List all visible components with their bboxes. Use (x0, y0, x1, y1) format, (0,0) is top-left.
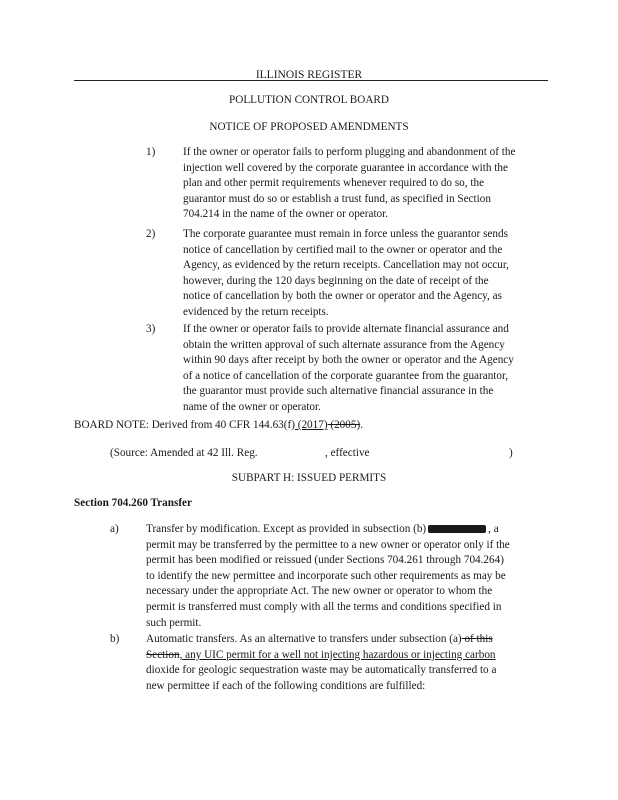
text-line (146, 632, 556, 648)
text-line: permit is transferred must comply with all the terms and conditions specified in (146, 600, 502, 613)
text-line: notice of cancellation by both the owner or operator and the Agency, as (183, 290, 502, 303)
section-heading: Section 704.260 Transfer (74, 497, 192, 509)
text-line: notice of cancellation by certified mail to the owner or operator and the (183, 243, 503, 256)
source-text: (Source: Amended at 42 Ill. Reg. (110, 447, 258, 459)
item-2-text (183, 227, 553, 321)
notice-title: NOTICE OF PROPOSED AMENDMENTS (209, 121, 409, 133)
text-line: If the owner or operator fails to provide alternate financial assurance and (183, 323, 509, 335)
subsection-a-first-end: , a (488, 523, 499, 535)
item-1-text (183, 145, 553, 223)
text-line: to identify the new permittee and incorporate such other requirements as may be (146, 569, 506, 582)
source-close: ) (509, 447, 513, 459)
header-rule (74, 80, 548, 81)
text-line: new permittee if each of the following conditions are fulfilled: (146, 679, 426, 692)
text-line (146, 648, 556, 664)
board-note-added: (2017) (294, 419, 328, 431)
board-note (74, 418, 363, 434)
text-line: of a notice of cancellation of the corporate guarantee from the guarantor, (183, 369, 509, 382)
text-line: The corporate guarantee must remain in force unless the guarantor sends (183, 228, 508, 240)
text-line: permit may be transferred by the permittee to a new owner or operator only if the (146, 538, 510, 551)
subsection-b-l2-added: , any UIC permit for a well not injecting hazardous or injecting carbon (179, 648, 496, 661)
text-line: 704.214 in the name of the owner or operator. (183, 208, 389, 221)
subsection-a-marker: a) (110, 523, 119, 535)
text-line: necessary under the appropriate Act. The new owner or operator to whom the (146, 585, 493, 598)
register-title: ILLINOIS REGISTER (255, 69, 363, 81)
text-line: name of the owner or operator. (183, 400, 321, 413)
source-effective: , effective (325, 447, 370, 459)
subsection-b-text (146, 632, 556, 694)
subpart-title: SUBPART H: ISSUED PERMITS (231, 472, 387, 484)
subsection-b-l1: Automatic transfers. As an alternative to transfers under subsection (a) (146, 633, 462, 645)
text-line: dioxide for geologic sequestration waste may be automatically transferred to a (146, 664, 497, 677)
text-line: Agency, as evidenced by the return receipts. Cancellation may not occur, (183, 259, 509, 272)
board-note-text: BOARD NOTE: Derived from 40 CFR 144.63(f) (74, 419, 295, 431)
board-note-deleted: (2005) (327, 419, 361, 431)
subsection-a-text (146, 522, 556, 631)
board-name: POLLUTION CONTROL BOARD (229, 94, 389, 106)
subsection-b-marker: b) (110, 633, 120, 645)
text-line: evidenced by the return receipts. (183, 305, 329, 318)
text-line: the guarantor must provide such alternative financial assurance in the (183, 385, 494, 398)
text-line: however, during the 120 days beginning on the date of receipt of the (183, 274, 489, 287)
text-line: such permit. (146, 616, 202, 629)
subsection-b-l1-deleted: of this (461, 633, 493, 645)
item-1-marker: 1) (146, 146, 156, 158)
text-line: plan and other permit requirements whenever required to do so, the (183, 177, 485, 190)
item-3-text (183, 322, 553, 416)
text-line: obtain the written approval of such alternate assurance from the Agency (183, 338, 505, 351)
item-3-marker: 3) (146, 323, 156, 335)
redaction-mark (428, 525, 486, 533)
text-line: guarantor must do so or establish a trust fund, as specified in Section (183, 192, 491, 205)
board-note-end: . (360, 419, 363, 431)
text-line: If the owner or operator fails to perform plugging and abandonment of the (183, 146, 516, 158)
subsection-b-l2-deleted: Section (146, 648, 180, 661)
text-line: permit has been modified or reissued (under Sections 704.261 through 704.264) (146, 554, 504, 567)
text-line (146, 522, 556, 538)
text-line: within 90 days after receipt by both the owner or operator and the Agency (183, 354, 514, 367)
text-line: injection well covered by the corporate guarantee in accordance with the (183, 161, 508, 174)
item-2-marker: 2) (146, 228, 156, 240)
subsection-a-first: Transfer by modification. Except as provided in subsection (b) (146, 523, 427, 535)
